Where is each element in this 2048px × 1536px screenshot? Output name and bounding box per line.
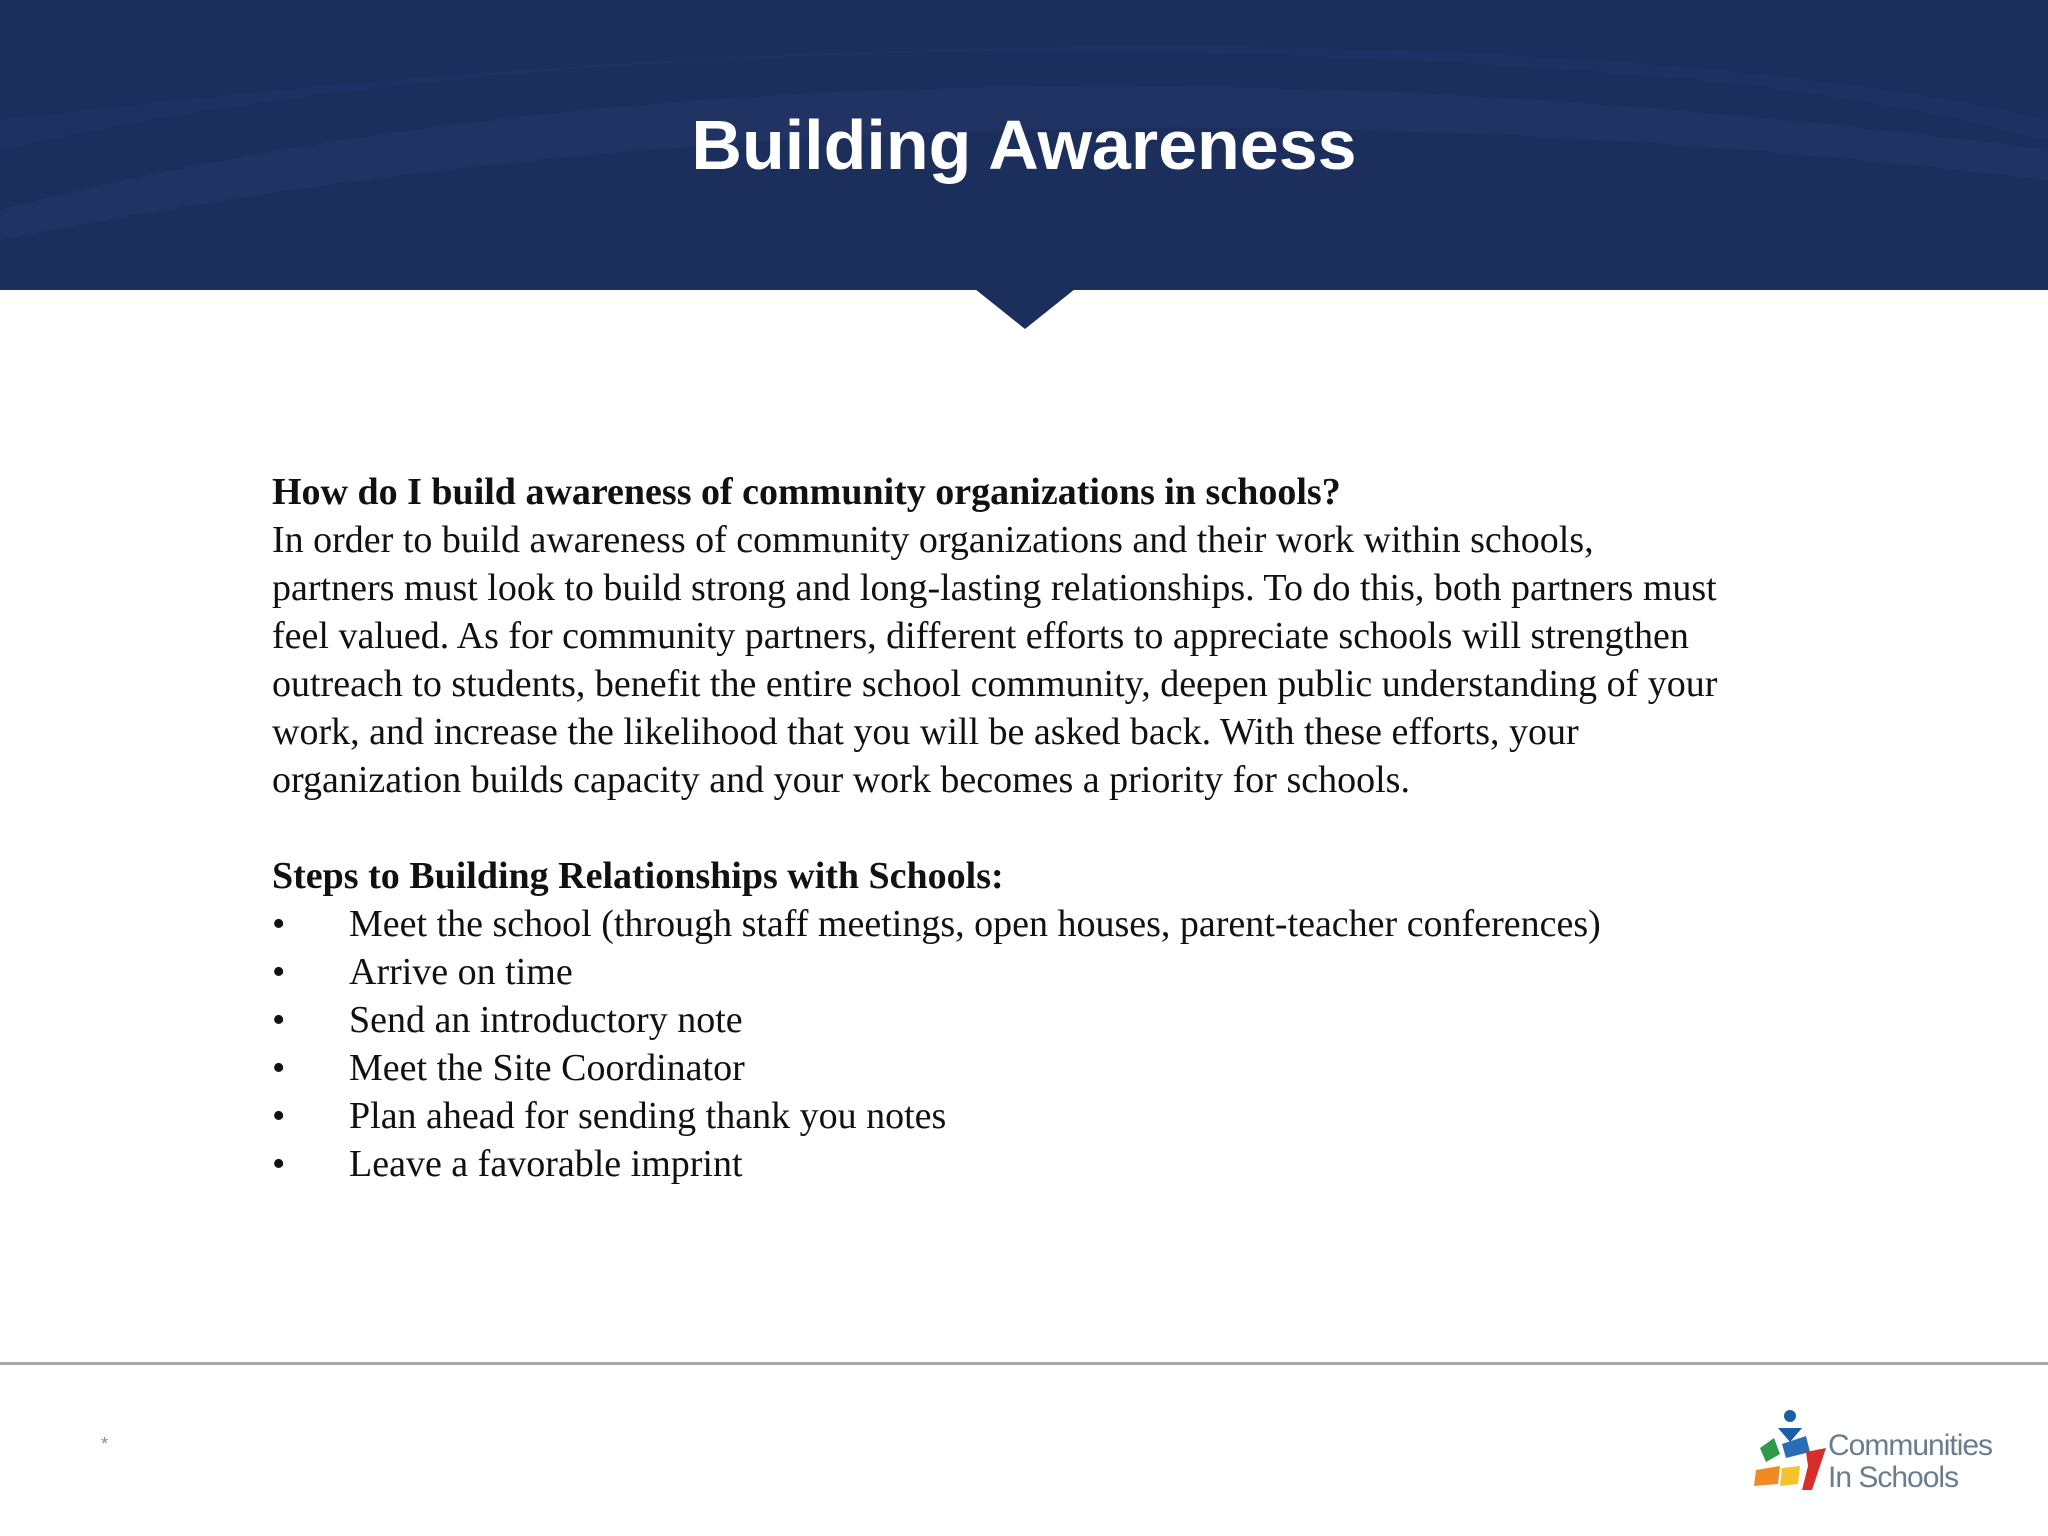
steps-list (272, 900, 1832, 1188)
bullet-icon: • (272, 999, 286, 1041)
communities-in-schools-logo (1750, 1408, 2020, 1496)
steps-heading: Steps to Building Relationships with Schools: (272, 855, 1004, 897)
slide-title: Building Awareness (691, 106, 1357, 184)
logo-line-1: Communities (1828, 1429, 1993, 1462)
list-item (272, 900, 1832, 948)
paragraph-line: work, and increase the likelihood that you will be asked back. With these efforts, your (272, 711, 1579, 753)
page-marker: * (101, 1434, 109, 1454)
paragraph-line: organization builds capacity and your work becomes a priority for schools. (272, 759, 1410, 801)
bullet-icon: • (272, 1047, 286, 1089)
step-text: Meet the Site Coordinator (349, 1047, 745, 1089)
paragraph-line: feel valued. As for community partners, different efforts to appreciate schools will strengthen (272, 615, 1689, 657)
title-banner (0, 0, 2048, 290)
bullet-icon: • (272, 951, 286, 993)
step-text: Leave a favorable imprint (349, 1143, 743, 1185)
bullet-icon: • (272, 903, 286, 945)
bullet-icon: • (272, 1143, 286, 1185)
logo-mark-icon (1750, 1408, 1830, 1496)
spacer (272, 804, 1832, 852)
footer-divider (0, 1362, 2048, 1365)
logo-line-2: In Schools (1828, 1461, 1959, 1494)
body-paragraph (272, 516, 1832, 804)
paragraph-line: partners must look to build strong and long-lasting relationships. To do this, both partners must (272, 567, 1717, 609)
list-item (272, 996, 1832, 1044)
list-item (272, 948, 1832, 996)
step-text: Plan ahead for sending thank you notes (349, 1095, 947, 1137)
bullet-icon: • (272, 1095, 286, 1137)
slide-body (272, 468, 1832, 1188)
banner-pointer (975, 289, 1075, 329)
body-question: How do I build awareness of community organizations in schools? (272, 471, 1341, 513)
list-item (272, 1044, 1832, 1092)
list-item (272, 1092, 1832, 1140)
paragraph-line: outreach to students, benefit the entire school community, deepen public understanding of your (272, 663, 1718, 705)
list-item (272, 1140, 1832, 1188)
step-text: Arrive on time (349, 951, 573, 993)
paragraph-line: In order to build awareness of community organizations and their work within schools, (272, 519, 1594, 561)
step-text: Meet the school (through staff meetings, open houses, parent-teacher conferences) (349, 903, 1601, 945)
logo-wordmark (1828, 1430, 1992, 1494)
step-text: Send an introductory note (349, 999, 743, 1041)
